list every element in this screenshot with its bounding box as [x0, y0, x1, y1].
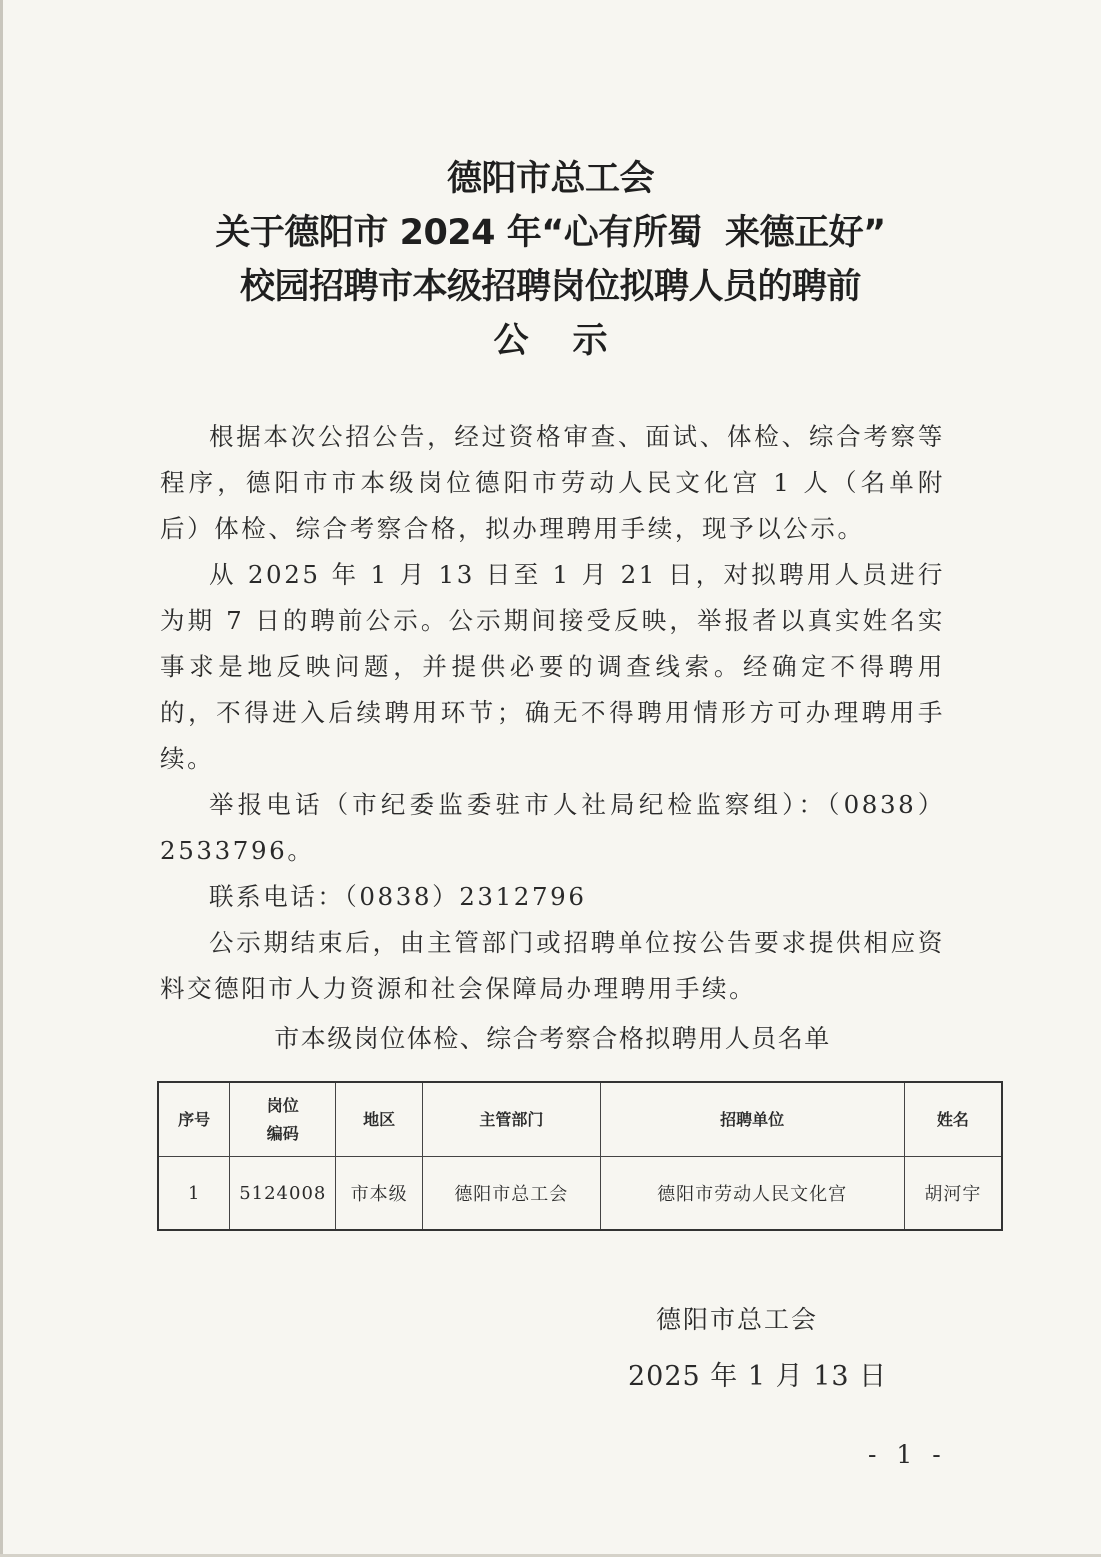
- header-region: 地区: [336, 1082, 423, 1157]
- candidate-table: [157, 1081, 1003, 1231]
- title-line-2: 关于德阳市 2024 年“心有所蜀 来德正好”: [215, 213, 886, 253]
- signature-organization: 德阳市总工会: [656, 1305, 819, 1334]
- header-position-code-line2: 编码: [266, 1123, 299, 1143]
- cell-region: 市本级: [336, 1157, 423, 1231]
- cell-name: 胡河宇: [904, 1157, 1002, 1231]
- header-position-code-line1: 岗位: [266, 1095, 299, 1115]
- paragraph-contact-phone: 联系电话：（0838）2312796: [209, 882, 587, 911]
- list-title: 市本级岗位体检、综合考察合格拟聘用人员名单: [274, 1024, 831, 1053]
- cell-department: 德阳市总工会: [423, 1157, 601, 1231]
- page-number: - 1 -: [868, 1440, 947, 1469]
- table-header-row: [158, 1082, 1002, 1157]
- table-row: [158, 1157, 1002, 1231]
- title-line-1: 德阳市总工会: [446, 159, 654, 199]
- paragraph-report-phone: 举报电话（市纪委监委驻市人社局纪检监察组）：（0838）2533796。: [160, 790, 945, 865]
- paragraph-publicity-period: 从 2025 年 1 月 13 日至 1 月 21 日，对拟聘用人员进行为期 7 日的聘前公示。公示期间接受反映，举报者以真实姓名实事求是地反映问题，并提供必要的调查线索。经确定不得聘用的，不得进入后续聘用环节；确无不得聘用情形方可办理聘用手续。: [160, 560, 945, 773]
- header-department: 主管部门: [423, 1082, 601, 1157]
- cell-serial: 1: [158, 1157, 230, 1231]
- header-employer: 招聘单位: [600, 1082, 904, 1157]
- signature-date: 2025 年 1 月 13 日: [628, 1361, 888, 1392]
- header-name: 姓名: [904, 1082, 1002, 1157]
- cell-position-code: 5124008: [230, 1157, 336, 1231]
- title-line-4: 公示: [493, 321, 652, 361]
- header-position-code: [230, 1082, 336, 1157]
- paragraph-after-publicity: 公示期结束后，由主管部门或招聘单位按公告要求提供相应资料交德阳市人力资源和社会保障局办理聘用手续。: [160, 928, 945, 1003]
- document-body: [160, 414, 945, 1012]
- document-title: [0, 152, 1101, 368]
- paragraph-announcement: 根据本次公招公告，经过资格审查、面试、体检、综合考察等程序，德阳市市本级岗位德阳市劳动人民文化宫 1 人（名单附后）体检、综合考察合格，拟办理聘用手续，现予以公示。: [160, 422, 945, 543]
- header-serial: 序号: [158, 1082, 230, 1157]
- title-line-3: 校园招聘市本级招聘岗位拟聘人员的聘前: [239, 267, 861, 307]
- cell-employer: 德阳市劳动人民文化宫: [600, 1157, 904, 1231]
